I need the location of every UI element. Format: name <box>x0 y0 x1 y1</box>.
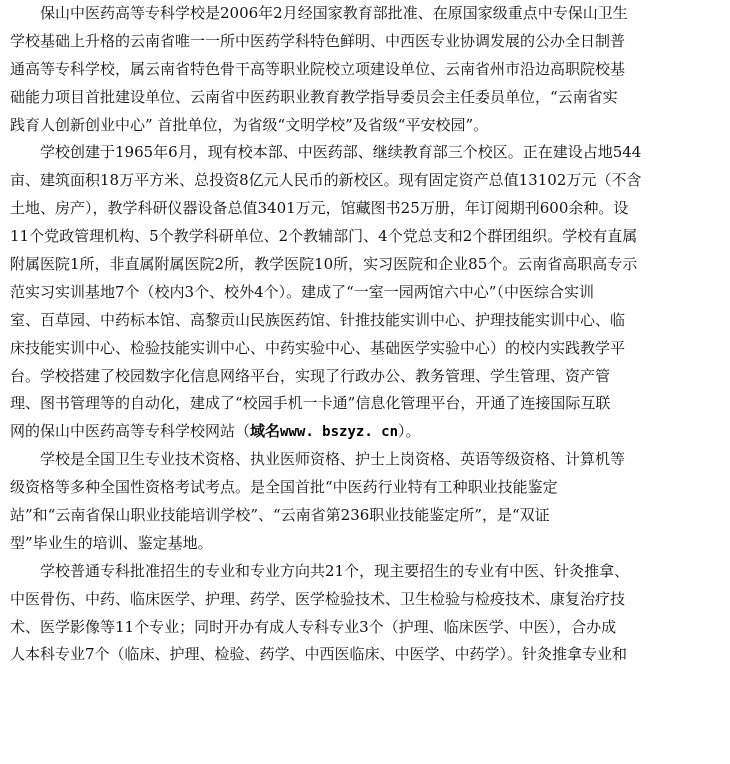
text-line: 学校创建于1965年6月，现有校本部、中医药部、继续教育部三个校区。正在建设占地544 <box>40 143 642 162</box>
paragraph-3 <box>10 446 722 558</box>
text-line: 人本科专业7个（临床、护理、检验、药学、中西医临床、中医学、中药学）。针灸推拿专业和 <box>10 645 628 664</box>
website-link[interactable]: www. bszyz. cn <box>280 424 399 441</box>
text-line <box>10 418 722 446</box>
text-line: 践育人创新创业中心” 首批单位，为省级“文明学校”及省级“平安校园”。 <box>10 115 489 134</box>
text-line: 附属医院1所，非直属附属医院2所，教学医院10所，实习医院和企业85个。云南省高职高专示 <box>10 255 638 274</box>
text-line: 术、医学影像等11个专业；同时开办有成人专科专业3个（护理、临床医学、中医），合办成 <box>10 617 617 636</box>
text-line: 亩、建筑面积18万平方米、总投资8亿元人民币的新校区。现有固定资产总值13102万元（不含 <box>10 171 642 190</box>
text-line: 保山中医药高等专科学校是2006年2月经国家教育部批准、在原国家级重点中专保山卫生 <box>40 4 628 22</box>
text-line: 学校是全国卫生专业技术资格、执业医师资格、护士上岗资格、英语等级资格、计算机等 <box>40 450 626 469</box>
text-line: 理、图书管理等的自动化，建成了“校园手机一卡通”信息化管理平台，开通了连接国际互联 <box>10 394 611 413</box>
text-fragment: 网的保山中医药高等专科学校网站（ <box>10 422 251 441</box>
text-line: 通高等专科学校，属云南省特色骨干高等职业院校立项建设单位、云南省州市沿边高职院校基 <box>10 59 626 78</box>
text-line: 级资格等多种全国性资格考试考点。是全国首批“中医药行业特有工种职业技能鉴定 <box>10 478 558 497</box>
text-fragment: ）。 <box>398 422 421 441</box>
text-line: 土地、房产），教学科研仪器设备总值3401万元，馆藏图书25万册，年订阅期刊600余种。设 <box>10 199 629 218</box>
paragraph-2 <box>10 139 722 446</box>
article-body <box>10 0 722 669</box>
paragraph-4 <box>10 558 722 670</box>
paragraph-1 <box>10 0 722 139</box>
text-line: 11个党政管理机构、5个教学科研单位、2个教辅部门、4个党总支和2个群团组织。学校有直属 <box>10 227 638 246</box>
text-line: 中医骨伤、中药、临床医学、护理、药学、医学检验技术、卫生检验与检疫技术、康复治疗技 <box>10 589 626 608</box>
text-line: 型”毕业生的培训、鉴定基地。 <box>10 533 213 552</box>
text-line: 站”和“云南省保山职业技能培训学校”、“云南省第236职业技能鉴定所”，是“双证 <box>10 506 550 525</box>
text-line: 床技能实训中心、检验技能实训中心、中药实验中心、基础医学实验中心）的校内实践教学平 <box>10 338 626 357</box>
text-line: 室、百草园、中药标本馆、高黎贡山民族医药馆、针推技能实训中心、护理技能实训中心、临 <box>10 310 626 329</box>
text-line: 学校基础上升格的云南省唯一一所中医药学科特色鲜明、中西医专业协调发展的公办全日制普 <box>10 31 626 50</box>
text-line: 学校普通专科批准招生的专业和专业方向共21个，现主要招生的专业有中医、针灸推拿、 <box>40 561 630 580</box>
domain-label: 域名 <box>250 422 281 441</box>
text-line: 范实习实训基地7个（校内3个、校外4个）。建成了“一室一园两馆六中心”（中医综合实训 <box>10 282 594 301</box>
text-line: 础能力项目首批建设单位、云南省中医药职业教育教学指导委员会主任委员单位，“云南省实 <box>10 87 618 106</box>
text-line: 台。学校搭建了校园数字化信息网络平台，实现了行政办公、教务管理、学生管理、资产管 <box>10 366 611 385</box>
